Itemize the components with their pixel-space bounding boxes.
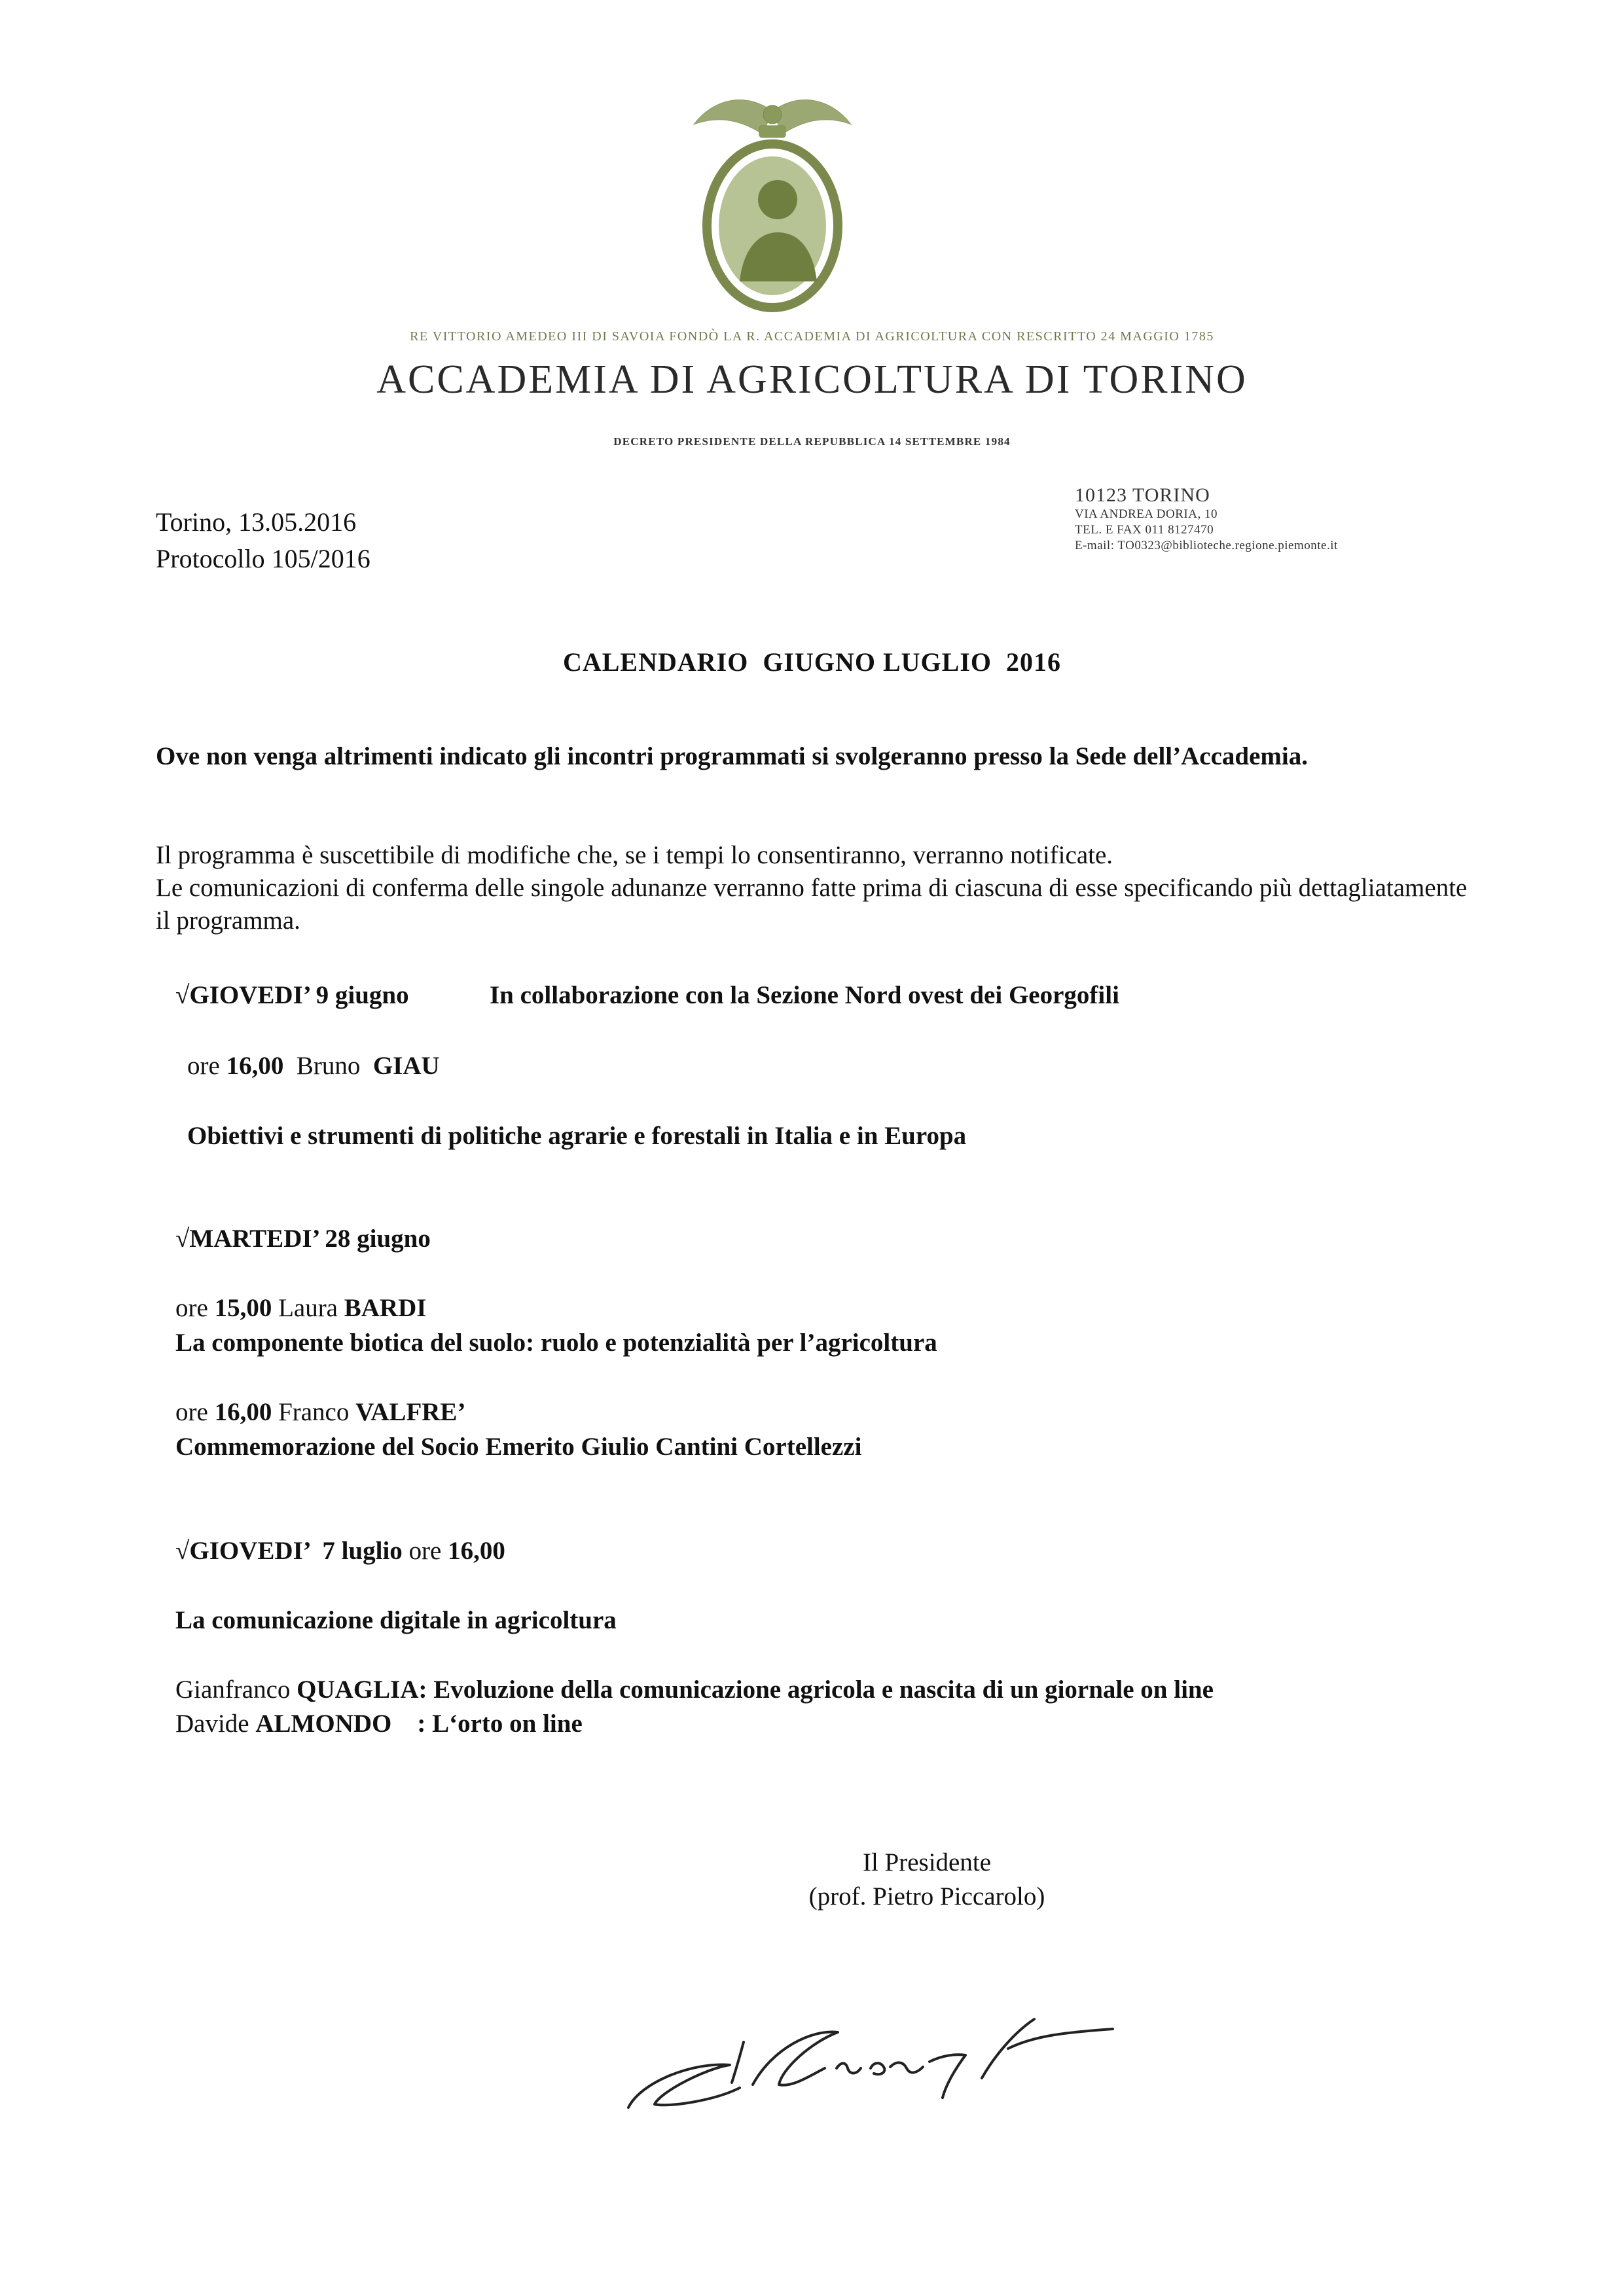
address-city: 10123 TORINO [1075, 484, 1210, 506]
event-3-ore: ore [402, 1537, 448, 1565]
event-3-date: √GIOVEDI’ 7 luglio [175, 1537, 403, 1565]
event-3-topic: La comunicazione digitale in agricoltura [175, 1606, 617, 1634]
event-3-speaker-1-first-name: Gianfranco [175, 1676, 297, 1704]
event-2-talk-1-speaker [175, 1293, 426, 1323]
intro-line-2: Le comunicazioni di conferma delle singole adunanze verranno fatte prima di ciascuna di esse specificando più dettagliatamente il programma. [156, 874, 1468, 935]
event-2-talk-1-first-name: Laura [272, 1294, 344, 1322]
signature-name: (prof. Pietro Piccarolo) [808, 1882, 1045, 1910]
heritage-line: RE VITTORIO AMEDEO III DI SAVOIA FONDÒ LA R. ACCADEMIA DI AGRICOLTURA CON RESCRITTO 24 MAGGIO 1785 [410, 329, 1214, 344]
address-email: E-mail: TO0323@biblioteche.regione.piemonte.it [1075, 539, 1338, 552]
academy-emblem-icon [668, 85, 877, 321]
event-2-talk-2-time: 16,00 [214, 1398, 272, 1426]
event-2-talk-1-last-name: BARDI [344, 1294, 427, 1322]
event-3-speaker-1 [175, 1675, 1214, 1704]
event-2-date: √MARTEDI’ 28 giugno [175, 1225, 431, 1253]
document-meta [156, 504, 370, 577]
event-1-last-name: GIAU [372, 1052, 440, 1080]
event-1-first-name: Bruno [283, 1052, 373, 1080]
event-3-speaker-2-talk: ALMONDO : L‘orto on line [255, 1710, 583, 1738]
event-3-header [175, 1536, 505, 1566]
event-3-time: 16,00 [448, 1537, 505, 1565]
event-2-talk-2-first-name: Franco [272, 1398, 356, 1426]
event-1-note: In collaborazione con la Sezione Nord ovest dei Georgofili [490, 981, 1119, 1009]
event-1-time: 16,00 [226, 1052, 284, 1080]
event-2-talk-1-topic: La componente biotica del suolo: ruolo e potenzialità per l’agricoltura [175, 1329, 937, 1357]
event-1-speaker [187, 1051, 440, 1081]
address-street: VIA ANDREA DORIA, 10 [1075, 507, 1218, 521]
document-title: CALENDARIO GIUGNO LUGLIO 2016 [562, 647, 1062, 677]
event-1-date: √GIOVEDI’ 9 giugno [175, 981, 409, 1009]
event-2-talk-1-time: 15,00 [214, 1294, 272, 1322]
event-3-speaker-1-talk: QUAGLIA: Evoluzione della comunicazione agricola e nascita di un giornale on line [297, 1676, 1214, 1704]
event-3-speaker-2 [175, 1709, 583, 1738]
event-1-topic: Obiettivi e strumenti di politiche agrarie e forestali in Italia e in Europa [187, 1122, 967, 1150]
event-2-talk-2-last-name: VALFRE’ [355, 1398, 466, 1426]
event-2-talk-1-ore: ore [175, 1294, 215, 1322]
event-2-talk-2-ore: ore [175, 1398, 215, 1426]
decree-line: DECRETO PRESIDENTE DELLA REPUBBLICA 14 SETTEMBRE 1984 [613, 435, 1011, 448]
academy-name: ACCADEMIA DI AGRICOLTURA DI TORINO [376, 357, 1248, 402]
intro-line-1: Il programma è suscettibile di modifiche che, se i tempi lo consentiranno, verranno notificate. [156, 841, 1113, 869]
document-date: Torino, 13.05.2016 [156, 507, 357, 537]
event-2-talk-2-speaker [175, 1397, 465, 1427]
signature-block [783, 1846, 1071, 1914]
event-2-talk-2-topic: Commemorazione del Socio Emerito Giulio Cantini Cortellezzi [175, 1433, 862, 1461]
intro-location-note: Ove non venga altrimenti indicato gli incontri programmati si svolgeranno presso la Sede dell’Accademia. [156, 742, 1308, 770]
event-3-speaker-2-first-name: Davide [175, 1710, 256, 1738]
intro-paragraph [156, 839, 1478, 937]
handwritten-signature [615, 1970, 1152, 2140]
event-1-ore: ore [187, 1052, 226, 1080]
address-phone: TEL. E FAX 011 8127470 [1075, 523, 1214, 537]
document-protocol: Protocollo 105/2016 [156, 544, 370, 573]
address-block [1075, 484, 1338, 554]
signature-role: Il Presidente [862, 1848, 992, 1876]
